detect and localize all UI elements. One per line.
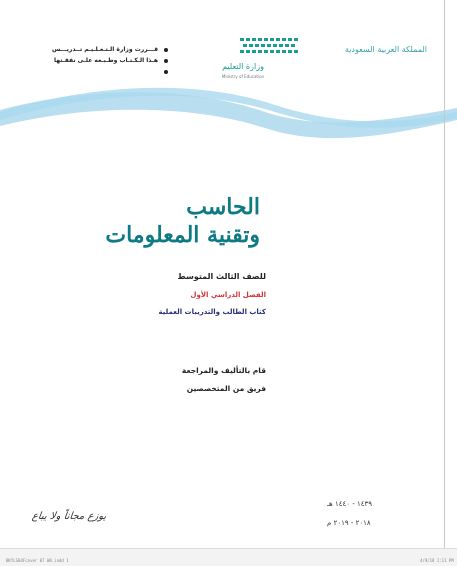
ministry-decree: [48, 44, 168, 77]
country-name: المملكة العربية السعودية: [344, 45, 427, 54]
authors-line1: قام بالتأليف والمراجعة: [181, 366, 266, 375]
free-distribution-note: يوزع مجاناً ولا يباع: [31, 511, 108, 522]
hijri-year: ١٤٣٩ - ١٤٤٠ هـ: [327, 500, 373, 508]
decree-line: [48, 55, 168, 66]
decree-text-1: قـــررت وزارة الـتـعـلـيـم تــدريـــس: [52, 46, 158, 53]
ministry-name-arabic: وزارة التعليم: [222, 62, 264, 71]
bullet-icon: [164, 48, 168, 52]
book-type-label: كتاب الطالب والتدريبات العملية: [158, 308, 266, 316]
semester-label: الفصل الدراسي الأول: [190, 291, 266, 299]
gregorian-year: ٢٠١٨ - ٢٠١٩ م: [327, 519, 371, 527]
grade-label: للصف الثالث المتوسط: [177, 272, 266, 281]
bullet-icon: [164, 70, 168, 74]
ministry-name-english: Ministry of Education: [221, 74, 265, 79]
print-timestamp: 4/9/18 2:11 PM: [420, 558, 454, 563]
book-title-line1: الحاسب: [186, 194, 260, 220]
decree-line: [48, 66, 168, 77]
print-file-name: BKYLS04Fcover 07 W0.indd 1: [6, 558, 69, 563]
decree-text-2: هـذا الـكـتـاب وطـبـعه علـى نفقـتها: [53, 57, 158, 64]
decree-line: [48, 44, 168, 55]
authors-line2: فريق من المتخصصين: [186, 384, 266, 393]
page-edge-divider: [444, 0, 445, 548]
print-info-strip: [0, 548, 457, 566]
bullet-icon: [164, 59, 168, 63]
book-title-line2: وتقنية المعلومات: [105, 222, 260, 248]
